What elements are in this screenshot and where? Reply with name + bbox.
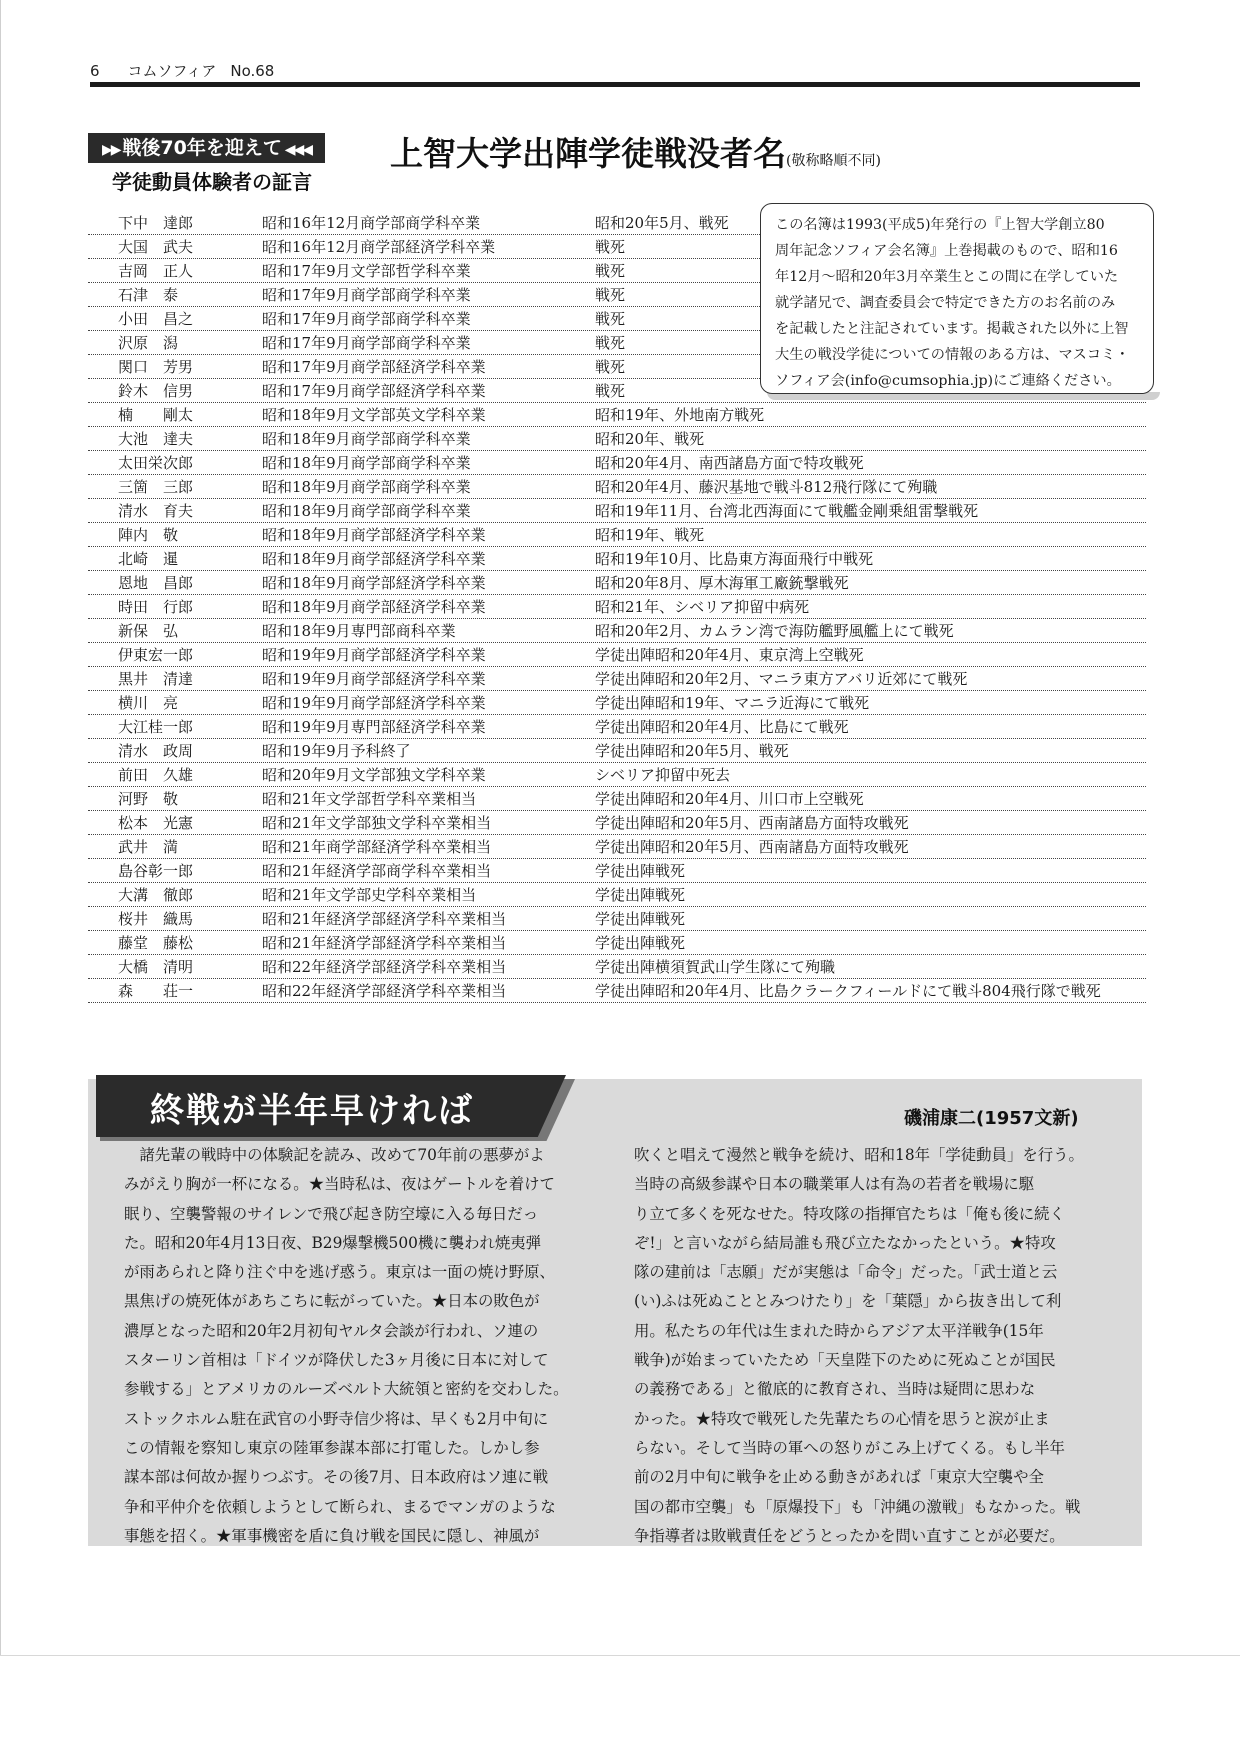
roster-fate: 学徒出陣昭和20年4月、比島にて戦死 — [595, 718, 849, 736]
essay-line: みがえり胸が一杯になる。★当時私は、夜はゲートルを着けて — [124, 1175, 555, 1194]
essay-line: 国の都市空襲」も「原爆投下」も「沖縄の激戦」もなかった。戦 — [634, 1497, 1081, 1516]
roster-fate: 学徒出陣戦死 — [595, 886, 686, 904]
page-left-border — [0, 0, 1, 1655]
publication-name: コムソフィア — [127, 62, 217, 80]
roster-fate: 戦死 — [595, 262, 626, 280]
notice-line: 大生の戦没学徒についての情報のある方は、マスコミ・ — [775, 347, 1130, 363]
essay-line: の義務である」と徹底的に教育され、当時は疑問に思わな — [634, 1380, 1036, 1399]
roster-graduation: 昭和17年9月商学部経済学科卒業 — [262, 382, 486, 400]
roster-graduation: 昭和17年9月商学部経済学科卒業 — [262, 358, 486, 376]
roster-graduation: 昭和19年9月予科終了 — [262, 742, 411, 760]
section-subtitle: 学徒動員体験者の証言 — [112, 170, 312, 194]
roster-name: 石津 泰 — [118, 286, 179, 304]
roster-fate: 学徒出陣戦死 — [595, 934, 686, 952]
roster-graduation: 昭和18年9月商学部経済学科卒業 — [262, 598, 486, 616]
essay-line: 謀本部は何故か握りつぶす。その後7月、日本政府はソ連に戦 — [124, 1468, 549, 1487]
roster-fate: 昭和19年、外地南方戦死 — [595, 406, 765, 424]
roster-name: 伊東宏一郎 — [118, 646, 194, 664]
section-title-note: (敬称略順不同) — [786, 153, 881, 169]
roster-name: 大池 達夫 — [118, 430, 194, 448]
essay-line: スターリン首相は「ドイツが降伏した3ヶ月後に日本に対して — [124, 1351, 549, 1370]
roster-name: 関口 芳男 — [118, 358, 194, 376]
roster-fate: 戦死 — [595, 238, 626, 256]
essay-line: 事態を招く。★軍事機密を盾に負け戦を国民に隠し、神風が — [124, 1526, 540, 1545]
roster-row — [88, 955, 1146, 979]
roster-graduation: 昭和17年9月商学部商学科卒業 — [262, 334, 471, 352]
roster-name: 太田栄次郎 — [118, 454, 194, 472]
essay-line: かった。★特攻で戦死した先輩たちの心情を思うと涙が止ま — [634, 1409, 1050, 1428]
essay-column-right — [634, 1141, 1114, 1551]
roster-fate: 昭和20年4月、藤沢基地で戦斗812飛行隊にて殉職 — [595, 478, 938, 496]
section-title — [390, 128, 881, 175]
essay-line: 隊の建前は「志願」だが実態は「命令」だった。「武士道と云 — [634, 1263, 1058, 1282]
tag-arrows-right: ◀◀◀ — [281, 142, 312, 158]
page-number: 6 — [90, 62, 100, 80]
notice-box — [760, 203, 1154, 394]
roster-fate: 学徒出陣横須賀武山学生隊にて殉職 — [595, 958, 836, 976]
roster-name: 武井 満 — [118, 838, 179, 856]
section-tag-label: 戦後70年を迎えて — [122, 137, 282, 159]
roster-fate: 学徒出陣昭和20年4月、川口市上空戦死 — [595, 790, 864, 808]
roster-fate: 学徒出陣昭和19年、マニラ近海にて戦死 — [595, 694, 870, 712]
roster-row — [88, 595, 1146, 619]
roster-graduation: 昭和21年文学部哲学科卒業相当 — [262, 790, 477, 808]
essay-line: 争指導者は敗戦責任をどうとったかを問い直すことが必要だ。 — [634, 1526, 1065, 1545]
roster-graduation: 昭和19年9月商学部経済学科卒業 — [262, 670, 486, 688]
roster-row — [88, 883, 1146, 907]
notice-line: 就学諸兄で、調査委員会で特定できた方のお名前のみ — [775, 295, 1116, 311]
roster-fate: 昭和20年4月、南西諸島方面で特攻戦死 — [595, 454, 864, 472]
essay-line: 諸先輩の戦時中の体験記を読み、改めて70年前の悪夢がよ — [124, 1146, 545, 1164]
roster-row — [88, 715, 1146, 739]
essay-line: 黒焦げの焼死体があちこちに転がっていた。★日本の敗色が — [124, 1292, 540, 1311]
roster-fate: 学徒出陣昭和20年4月、東京湾上空戦死 — [595, 646, 864, 664]
roster-row — [88, 763, 1146, 787]
page-bottom-border — [0, 1655, 1240, 1656]
roster-fate: 昭和20年2月、カムラン湾で海防艦野風艦上にて戦死 — [595, 622, 954, 640]
roster-fate: 学徒出陣昭和20年5月、戦死 — [595, 742, 789, 760]
roster-fate: 学徒出陣昭和20年2月、マニラ東方アバリ近郊にて戦死 — [595, 670, 968, 688]
essay-line: らない。そして当時の軍への怒りがこみ上げてくる。もし半年 — [634, 1438, 1065, 1457]
essay-line: 眠り、空襲警報のサイレンで飛び起き防空壕に入る毎日だっ — [124, 1204, 539, 1223]
essay-line: 用。私たちの年代は生まれた時からアジア太平洋戦争(15年 — [634, 1321, 1044, 1340]
roster-row — [88, 739, 1146, 763]
roster-fate: 戦死 — [595, 334, 626, 352]
roster-graduation: 昭和17年9月文学部哲学科卒業 — [262, 262, 471, 280]
roster-row — [88, 787, 1146, 811]
roster-name: 鈴木 信男 — [118, 382, 194, 400]
roster-row — [88, 931, 1146, 955]
roster-row — [88, 523, 1146, 547]
roster-fate: 昭和19年、戦死 — [595, 526, 705, 544]
notice-line: を記載したと注記されています。掲載された以外に上智 — [775, 321, 1129, 337]
roster-graduation: 昭和18年9月商学部経済学科卒業 — [262, 574, 486, 592]
roster-name: 楠 剛太 — [118, 406, 194, 424]
header-text — [90, 60, 302, 81]
roster-graduation: 昭和18年9月商学部経済学科卒業 — [262, 526, 486, 544]
roster-name: 時田 行郎 — [118, 598, 194, 616]
section-tag — [88, 133, 325, 163]
essay-line: た。昭和20年4月13日夜、B29爆撃機500機に襲われ焼夷弾 — [124, 1233, 542, 1252]
roster-fate: 昭和19年11月、台湾北西海面にて戦艦金剛乗組雷撃戦死 — [595, 502, 979, 520]
header-rule — [90, 82, 1140, 87]
roster-fate: 昭和19年10月、比島東方海面飛行中戦死 — [595, 550, 874, 568]
roster-row — [88, 547, 1146, 571]
roster-name: 吉岡 正人 — [118, 262, 194, 280]
roster-name: 大溝 徹郎 — [118, 886, 194, 904]
roster-graduation: 昭和16年12月商学部経済学科卒業 — [262, 238, 496, 256]
essay-title: 終戦が半年早ければ — [150, 1091, 474, 1131]
roster-graduation: 昭和17年9月商学部商学科卒業 — [262, 286, 471, 304]
roster-row — [88, 403, 1146, 427]
roster-row — [88, 907, 1146, 931]
notice-line: この名簿は1993(平成5)年発行の『上智大学創立80 — [775, 217, 1105, 233]
roster-name: 清水 政周 — [118, 742, 194, 760]
essay-line: 参戦する」とアメリカのルーズベルト大統領と密約を交わした。 — [124, 1380, 569, 1399]
roster-name: 大江桂一郎 — [118, 718, 194, 736]
roster-name: 大橋 清明 — [118, 958, 194, 976]
roster-name: 小田 昌之 — [118, 310, 194, 328]
roster-graduation: 昭和21年経済学部経済学科卒業相当 — [262, 910, 507, 928]
roster-graduation: 昭和19年9月専門部経済学科卒業 — [262, 718, 486, 736]
roster-graduation: 昭和21年文学部独文学科卒業相当 — [262, 814, 492, 832]
roster-fate: 学徒出陣昭和20年5月、西南諸島方面特攻戦死 — [595, 838, 909, 856]
essay-line: (い)ふは死ぬこととみつけたり」を「葉隠」から抜き出して利 — [634, 1292, 1062, 1311]
roster-graduation: 昭和19年9月商学部経済学科卒業 — [262, 646, 486, 664]
roster-row — [88, 499, 1146, 523]
roster-name: 沢原 潟 — [118, 334, 179, 352]
roster-row — [88, 859, 1146, 883]
essay-line: この情報を察知し東京の陸軍参謀本部に打電した。しかし参 — [124, 1438, 540, 1457]
roster-graduation: 昭和21年商学部経済学科卒業相当 — [262, 838, 492, 856]
roster-fate: 学徒出陣昭和20年5月、西南諸島方面特攻戦死 — [595, 814, 909, 832]
roster-graduation: 昭和18年9月商学部商学科卒業 — [262, 502, 471, 520]
essay-line: 前の2月中旬に戦争を止める動きがあれば「東京大空襲や全 — [634, 1468, 1044, 1487]
roster-fate: シベリア抑留中死去 — [595, 766, 731, 784]
roster-fate: 昭和20年8月、厚木海軍工廠銃撃戦死 — [595, 574, 849, 592]
roster-name: 三箇 三郎 — [118, 478, 194, 496]
roster-graduation: 昭和20年9月文学部独文学科卒業 — [262, 766, 486, 784]
roster-name: 新保 弘 — [118, 622, 179, 640]
roster-graduation: 昭和19年9月商学部経済学科卒業 — [262, 694, 486, 712]
roster-name: 前田 久雄 — [118, 766, 194, 784]
roster-graduation: 昭和21年経済学部経済学科卒業相当 — [262, 934, 507, 952]
roster-fate: 戦死 — [595, 310, 626, 328]
roster-fate: 学徒出陣戦死 — [595, 862, 686, 880]
roster-row — [88, 643, 1146, 667]
roster-graduation: 昭和16年12月商学部商学科卒業 — [262, 214, 481, 232]
page-header — [90, 60, 1140, 90]
section-title-text: 上智大学出陣学徒戦没者名 — [390, 134, 786, 173]
roster-row — [88, 691, 1146, 715]
notice-line: 年12月〜昭和20年3月卒業生とこの間に在学していた — [775, 269, 1119, 285]
roster-graduation: 昭和22年経済学部経済学科卒業相当 — [262, 982, 507, 1000]
essay-author: 磯浦康二(1957文新) — [904, 1108, 1079, 1129]
roster-name: 下中 達郎 — [118, 214, 194, 232]
roster-name: 大国 武夫 — [118, 238, 194, 256]
roster-row — [88, 475, 1146, 499]
roster-fate: 戦死 — [595, 286, 626, 304]
roster-row — [88, 619, 1146, 643]
roster-row — [88, 979, 1146, 1003]
roster-graduation: 昭和17年9月商学部商学科卒業 — [262, 310, 471, 328]
essay-line: ぞ!」と言いながら結局誰も飛び立たなかったという。★特攻 — [634, 1233, 1056, 1252]
roster-row — [88, 811, 1146, 835]
essay-line: が雨あられと降り注ぐ中を逃げ惑う。東京は一面の焼け野原、 — [124, 1263, 555, 1282]
notice-line: ソフィア会(info@cumsophia.jp)にご連絡ください。 — [775, 373, 1121, 389]
roster-row — [88, 667, 1146, 691]
roster-name: 森 荘一 — [118, 982, 194, 1000]
roster-graduation: 昭和18年9月商学部商学科卒業 — [262, 478, 471, 496]
roster-name: 河野 敬 — [118, 790, 179, 808]
roster-graduation: 昭和18年9月商学部商学科卒業 — [262, 430, 471, 448]
roster-name: 黒井 清達 — [118, 670, 194, 688]
roster-graduation: 昭和22年経済学部経済学科卒業相当 — [262, 958, 507, 976]
essay-line: 争和平仲介を依頼しようとして断られ、まるでマンガのような — [124, 1497, 556, 1516]
essay-line: 当時の高級参謀や日本の職業軍人は有為の若者を戦場に駆 — [634, 1175, 1035, 1194]
roster-name: 桜井 織馬 — [118, 910, 194, 928]
roster-fate: 昭和20年5月、戦死 — [595, 214, 729, 232]
roster-name: 恩地 昌郎 — [118, 574, 194, 592]
roster-name: 横川 亮 — [118, 694, 179, 712]
issue-number: No.68 — [230, 62, 275, 80]
essay-line: り立て多くを死なせた。特攻隊の指揮官たちは「俺も後に続く — [634, 1204, 1065, 1223]
roster-name: 清水 育夫 — [118, 502, 194, 520]
essay-line: 戦争)が始まっていたため「天皇陛下のために死ぬことが国民 — [634, 1351, 1056, 1370]
roster-fate: 戦死 — [595, 358, 626, 376]
tag-arrows-left: ▶▶ — [102, 142, 123, 158]
roster-graduation: 昭和18年9月商学部商学科卒業 — [262, 454, 471, 472]
roster-name: 島谷彰一郎 — [118, 862, 194, 880]
roster-graduation: 昭和18年9月商学部経済学科卒業 — [262, 550, 486, 568]
roster-row — [88, 451, 1146, 475]
roster-row — [88, 571, 1146, 595]
roster-name: 北崎 暹 — [118, 550, 179, 568]
essay-line: 濃厚となった昭和20年2月初旬ヤルタ会談が行われ、ソ連の — [124, 1321, 539, 1340]
roster-graduation: 昭和18年9月文学部英文学科卒業 — [262, 406, 486, 424]
essay-line: 吹くと唱えて漫然と戦争を続け、昭和18年「学徒動員」を行う。 — [634, 1146, 1084, 1164]
roster-name: 藤堂 藤松 — [118, 934, 194, 952]
essay-line: ストックホルム駐在武官の小野寺信少将は、早くも2月中旬に — [124, 1409, 549, 1428]
roster-name: 松本 光憲 — [118, 814, 194, 832]
roster-graduation: 昭和18年9月専門部商科卒業 — [262, 622, 456, 640]
roster-fate: 昭和21年、シベリア抑留中病死 — [595, 598, 810, 616]
roster-fate: 戦死 — [595, 382, 626, 400]
roster-fate: 学徒出陣戦死 — [595, 910, 686, 928]
roster-row — [88, 835, 1146, 859]
essay-column-left — [124, 1141, 604, 1551]
roster-graduation: 昭和21年文学部史学科卒業相当 — [262, 886, 477, 904]
roster-row — [88, 427, 1146, 451]
roster-fate: 昭和20年、戦死 — [595, 430, 705, 448]
roster-fate: 学徒出陣昭和20年4月、比島クラークフィールドにて戦斗804飛行隊で戦死 — [595, 982, 1101, 1000]
roster-graduation: 昭和21年経済学部商学科卒業相当 — [262, 862, 492, 880]
roster-name: 陣内 敬 — [118, 526, 179, 544]
notice-line: 周年記念ソフィア会名簿』上巻掲載のもので、昭和16 — [775, 243, 1118, 259]
